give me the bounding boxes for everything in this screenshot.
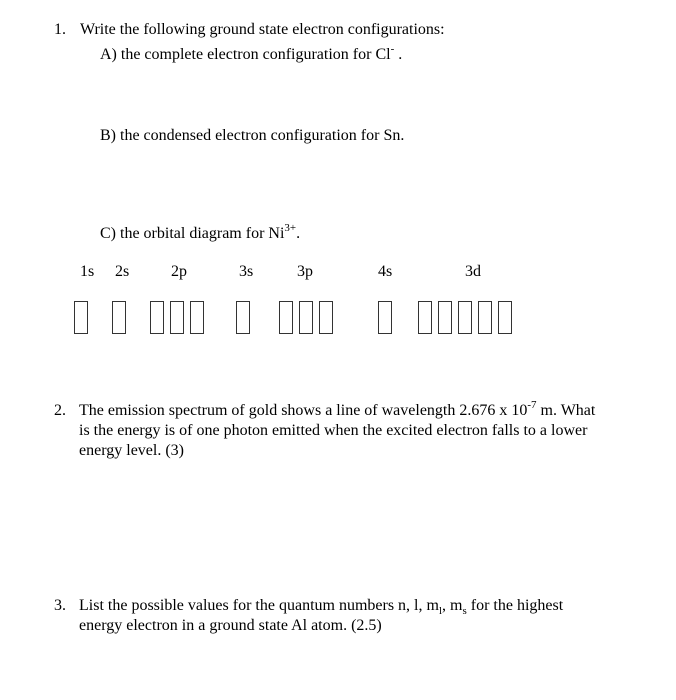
orbital-box-3d-2[interactable] <box>438 301 452 334</box>
orbital-box-2p-3[interactable] <box>190 301 204 334</box>
question-1a-text: A) the complete electron configuration for Cl <box>100 46 391 63</box>
orbital-box-4s[interactable] <box>378 301 392 334</box>
question-2-number: 2. <box>54 402 66 419</box>
orbital-label-3p: 3p <box>297 263 313 280</box>
question-3-mid: , m <box>442 597 463 614</box>
question-3-line-1-post: for the highest <box>466 597 564 614</box>
question-3-sub-l: l <box>438 605 443 618</box>
question-2-line-1-pre: The emission spectrum of gold shows a line of wavelength 2.676 x 10 <box>79 402 528 419</box>
orbital-box-2s[interactable] <box>112 301 126 334</box>
orbital-label-1s: 1s <box>80 263 95 280</box>
question-1b-text: B) the condensed electron configuration for Sn. <box>100 127 405 144</box>
question-1-number: 1. <box>54 21 66 38</box>
question-1a-tail: . <box>394 46 403 63</box>
orbital-label-3s: 3s <box>239 263 254 280</box>
orbital-label-3d: 3d <box>465 263 481 280</box>
orbital-box-3s[interactable] <box>236 301 250 334</box>
orbital-box-1s[interactable] <box>74 301 88 334</box>
orbital-box-2p-1[interactable] <box>150 301 164 334</box>
question-2-exponent: -7 <box>527 398 537 411</box>
question-3-line-2: energy electron in a ground state Al atom. (2.5) <box>79 617 382 634</box>
question-3-line-1 <box>79 596 563 616</box>
question-3-number: 3. <box>54 597 66 614</box>
orbital-box-3d-4[interactable] <box>478 301 492 334</box>
orbital-box-2p-2[interactable] <box>170 301 184 334</box>
orbital-label-2s: 2s <box>115 263 130 280</box>
question-1-text: Write the following ground state electron configurations: <box>80 21 445 38</box>
question-2-line-1-post: m. What <box>536 402 596 419</box>
orbital-box-3d-3[interactable] <box>458 301 472 334</box>
question-3-sub-s: s <box>462 605 467 618</box>
orbital-label-4s: 4s <box>378 263 393 280</box>
orbital-label-2p: 2p <box>171 263 187 280</box>
orbital-box-3d-1[interactable] <box>418 301 432 334</box>
question-2-line-3: energy level. (3) <box>79 442 184 459</box>
orbital-box-3p-1[interactable] <box>279 301 293 334</box>
question-1c-tail: . <box>296 225 301 242</box>
question-2-line-1 <box>79 398 596 421</box>
question-3-line-1-pre: List the possible values for the quantum numbers n, l, m <box>79 597 439 614</box>
question-1c <box>100 221 301 244</box>
orbital-box-3p-2[interactable] <box>299 301 313 334</box>
orbital-box-3p-3[interactable] <box>319 301 333 334</box>
question-1a <box>100 42 403 65</box>
question-2-line-2: is the energy is of one photon emitted when the excited electron falls to a lower <box>79 422 588 439</box>
question-1a-charge: - <box>390 42 395 55</box>
question-1c-charge: 3+ <box>284 221 297 234</box>
question-1b <box>100 126 404 146</box>
question-1c-text: C) the orbital diagram for Ni <box>100 225 285 242</box>
orbital-box-3d-5[interactable] <box>498 301 512 334</box>
